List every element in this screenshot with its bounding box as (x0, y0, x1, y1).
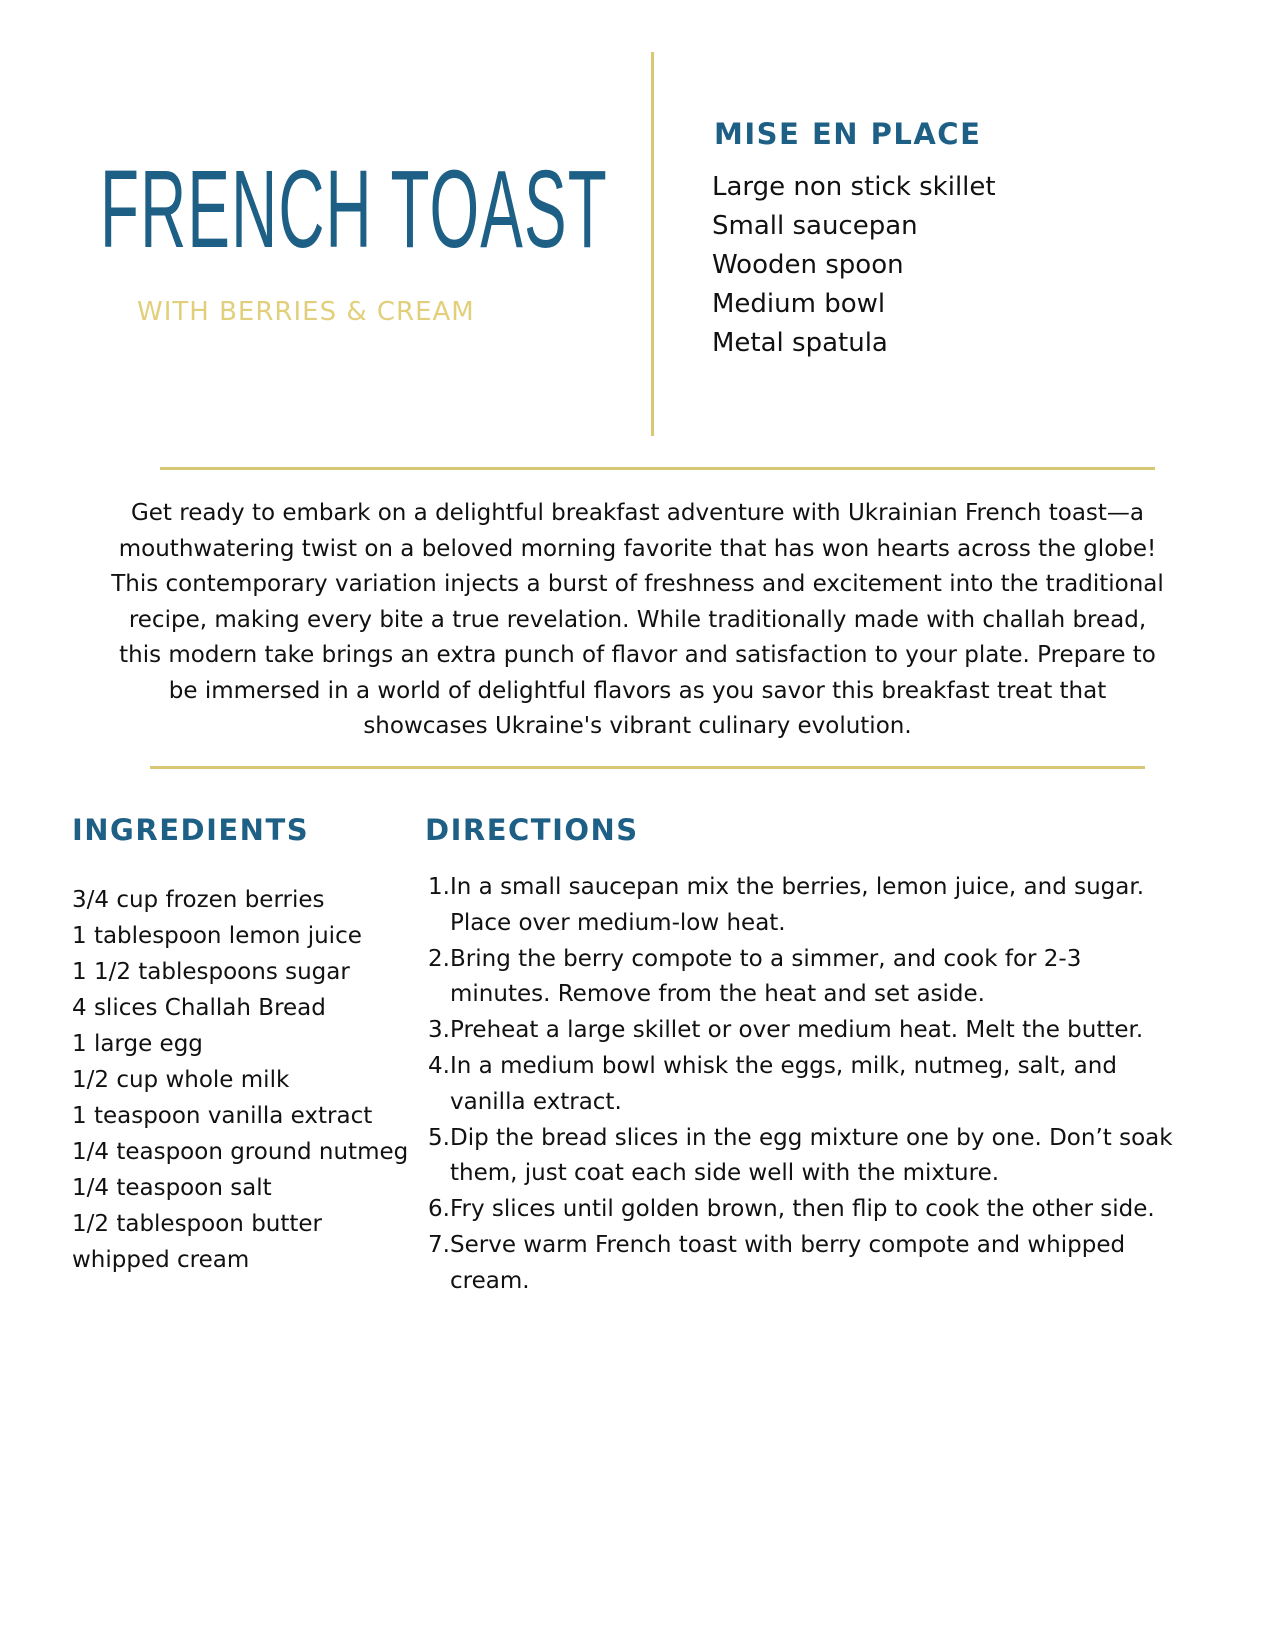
step-text: In a medium bowl whisk the eggs, milk, nutmeg, salt, and vanilla extract. (450, 1052, 1117, 1115)
vertical-divider (651, 52, 654, 436)
step-number: 1. (428, 874, 450, 900)
horizontal-divider-bottom (150, 766, 1145, 769)
step-text: Fry slices until golden brown, then flip to cook the other side. (450, 1196, 1155, 1223)
directions-list (424, 870, 1184, 1300)
ingredient-item: 1 teaspoon vanilla extract (72, 1103, 373, 1129)
horizontal-divider-top (160, 467, 1155, 470)
direction-step (424, 870, 1184, 942)
direction-step (424, 942, 1184, 1014)
ingredient-item: 1/2 tablespoon butter (72, 1211, 323, 1237)
step-text: Dip the bread slices in the egg mixture one by one. Don’t soak them, just coat each side well with the mixture. (450, 1124, 1173, 1187)
mise-en-place-item: Small saucepan (712, 211, 918, 241)
mise-en-place-heading: MISE EN PLACE (714, 117, 982, 151)
recipe-subtitle: WITH BERRIES & CREAM (137, 297, 475, 327)
step-number: 7. (428, 1231, 450, 1258)
ingredient-item: 1 tablespoon lemon juice (72, 923, 362, 949)
direction-step (424, 1192, 1184, 1228)
direction-step (424, 1013, 1184, 1049)
intro-paragraph: Get ready to embark on a delightful breakfast adventure with Ukrainian French toast—a mouthwatering twist on a beloved morning favorite that has won hearts across the globe! This contemporary variation injects a burst of freshness and excitement into the traditional recipe, making every bite a true revelation. While traditionally made with challah bread, this modern take brings an extra punch of flavor and satisfaction to your plate. Prepare to be immersed in a world of delightful flavors as you savor this breakfast treat that showcases Ukraine's vibrant culinary evolution. (111, 500, 1164, 739)
step-text: In a small saucepan mix the berries, lemon juice, and sugar. Place over medium-low heat. (450, 874, 1145, 936)
step-number: 3. (428, 1017, 450, 1044)
ingredient-item: 1/4 teaspoon salt (72, 1175, 272, 1201)
ingredient-item: 4 slices Challah Bread (72, 995, 326, 1021)
step-text: Serve warm French toast with berry compote and whipped cream. (450, 1231, 1126, 1294)
step-number: 5. (428, 1124, 450, 1151)
ingredient-item: 1/4 teaspoon ground nutmeg (72, 1139, 409, 1165)
ingredient-item: 3/4 cup frozen berries (72, 887, 325, 913)
direction-step (424, 1049, 1184, 1121)
direction-step (424, 1121, 1184, 1193)
ingredient-item: whipped cream (72, 1247, 250, 1273)
ingredient-item: 1 1/2 tablespoons sugar (72, 959, 350, 985)
ingredients-heading: INGREDIENTS (72, 813, 310, 847)
ingredients-list (72, 882, 408, 1278)
step-number: 4. (428, 1052, 450, 1079)
recipe-title: FRENCH TOAST (100, 148, 608, 271)
step-number: 2. (428, 945, 450, 972)
mise-en-place-item: Metal spatula (712, 328, 888, 358)
directions-heading: DIRECTIONS (425, 813, 639, 847)
step-text: Preheat a large skillet or over medium heat. Melt the butter. (450, 1017, 1144, 1044)
mise-en-place-item: Large non stick skillet (712, 172, 996, 202)
step-number: 6. (428, 1196, 450, 1223)
direction-step (424, 1228, 1184, 1300)
mise-en-place-item: Medium bowl (712, 289, 886, 319)
step-text: Bring the berry compote to a simmer, and cook for 2-3 minutes. Remove from the heat and set aside. (450, 945, 1082, 1008)
ingredient-item: 1/2 cup whole milk (72, 1067, 290, 1093)
mise-en-place-item: Wooden spoon (712, 250, 904, 280)
mise-en-place-list (712, 168, 996, 363)
ingredient-item: 1 large egg (72, 1031, 203, 1057)
